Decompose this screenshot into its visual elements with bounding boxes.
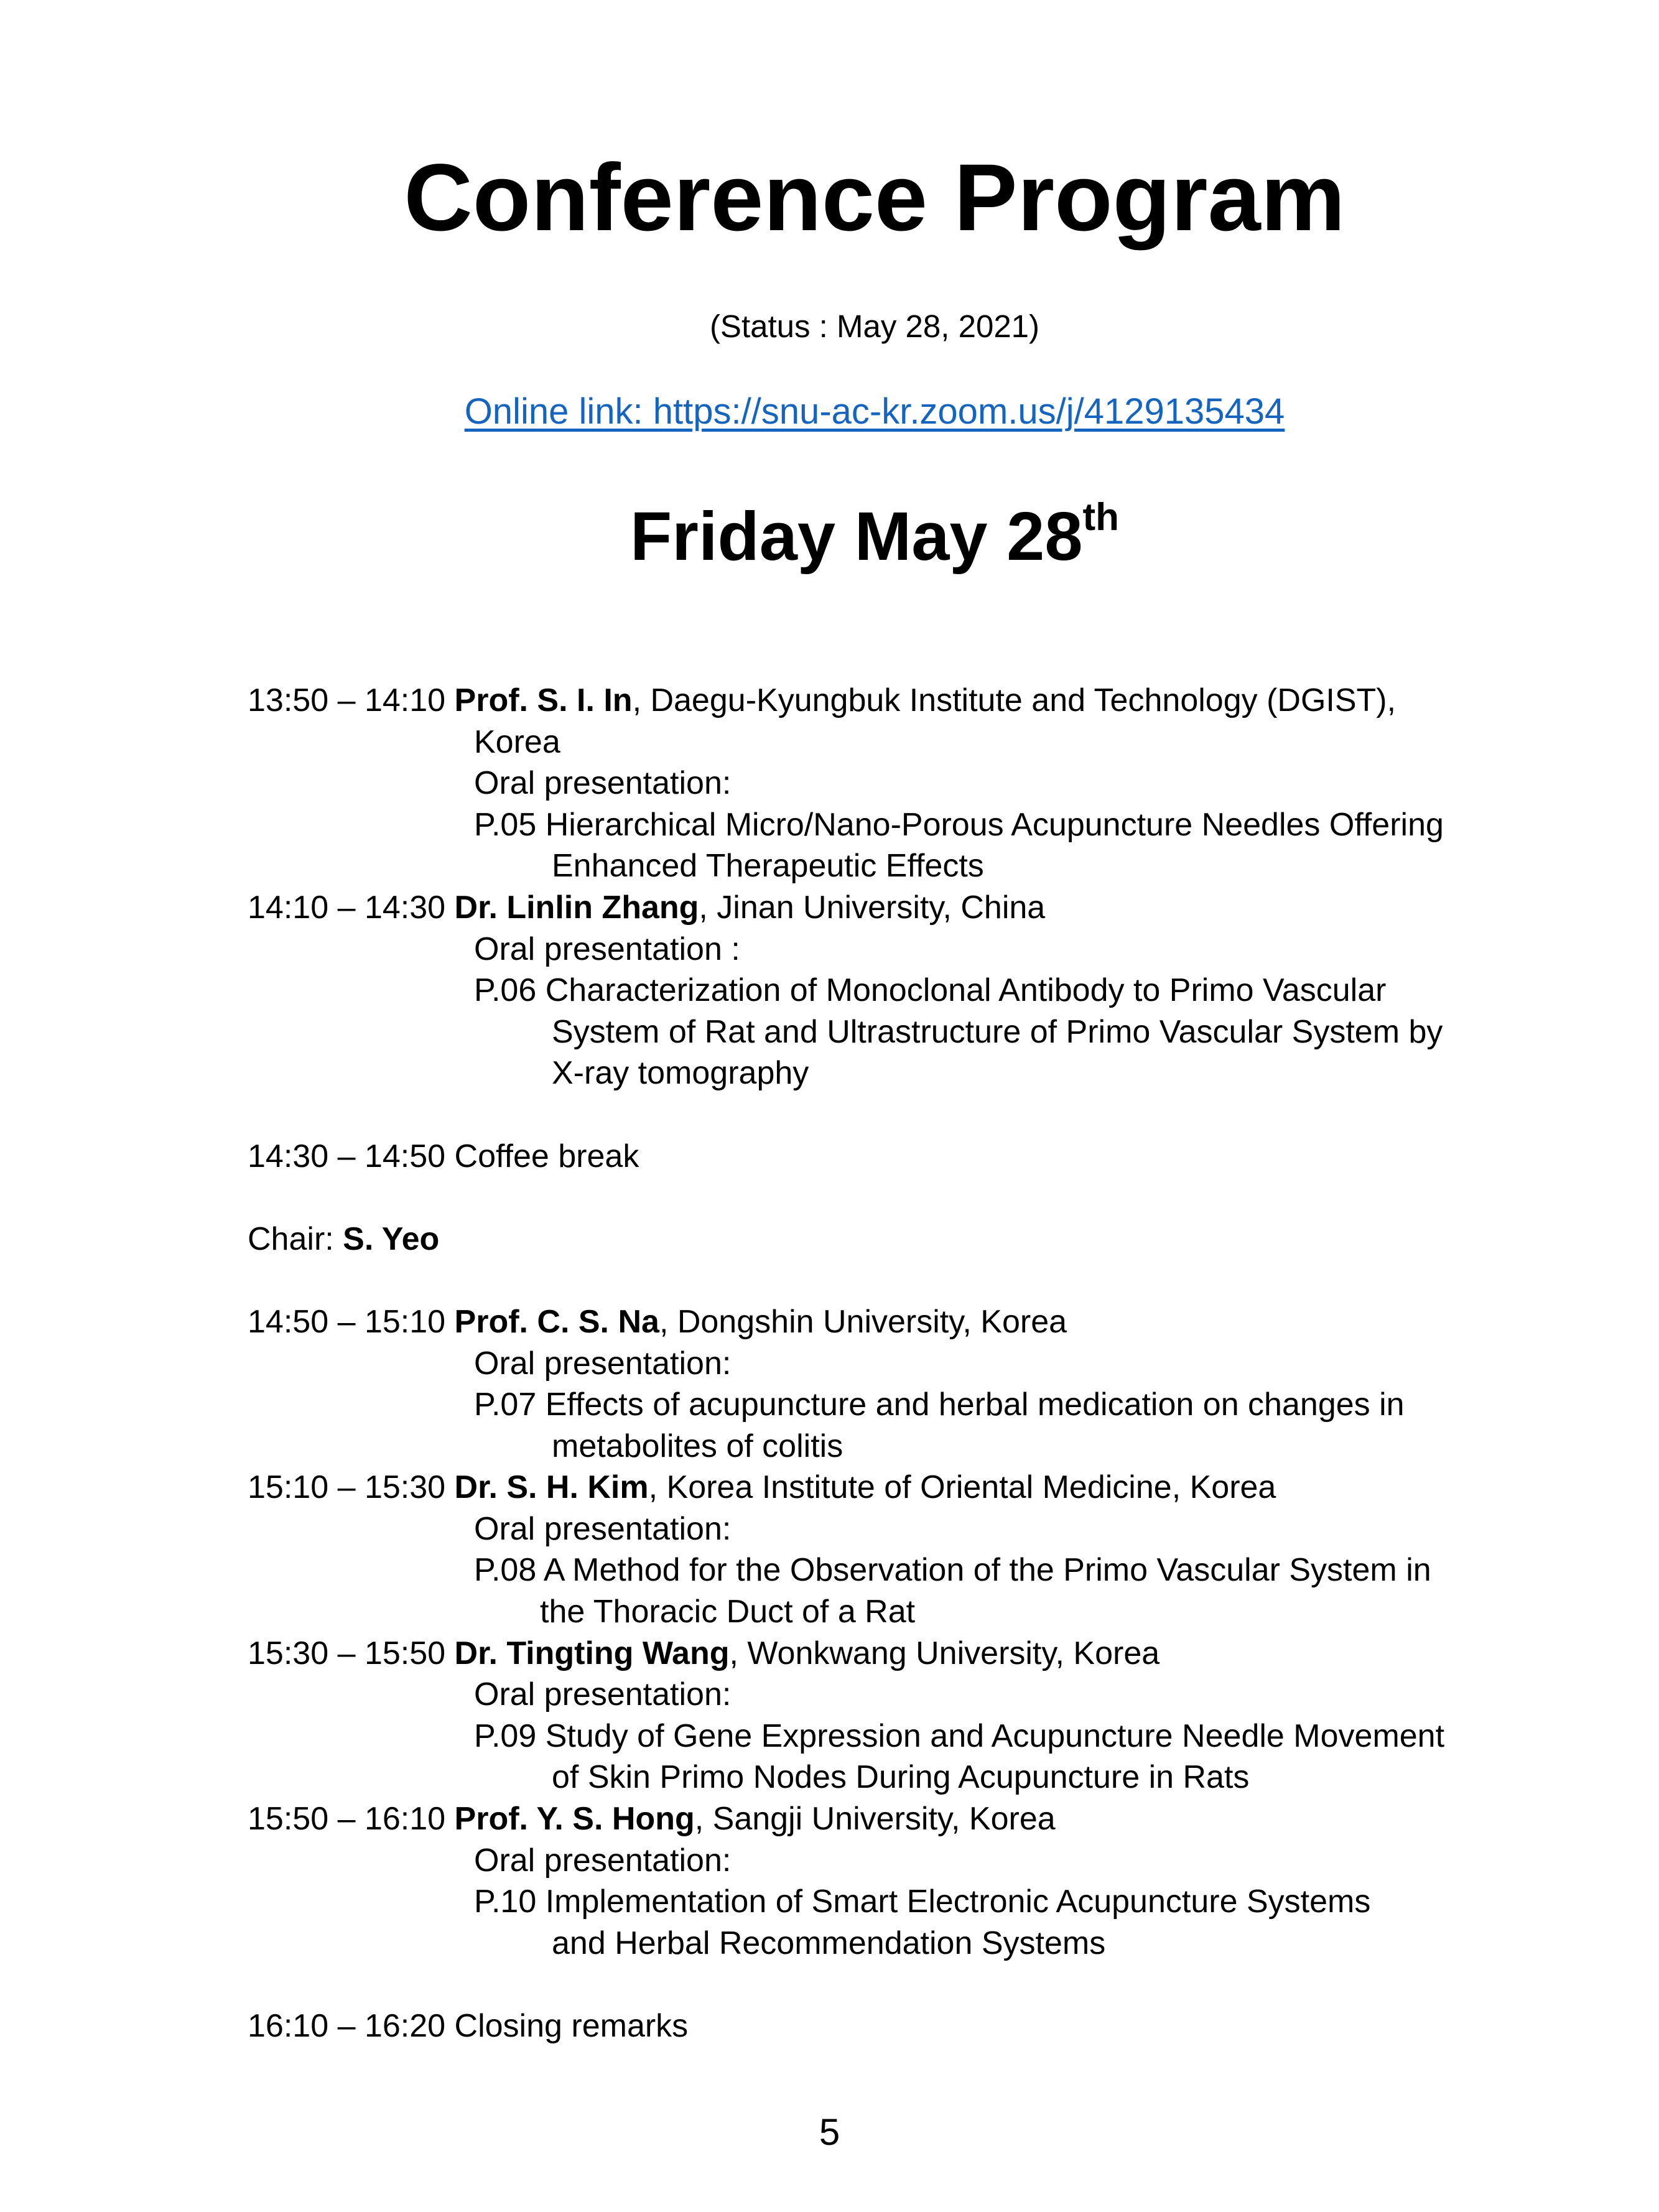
presentation-code: P.06 (474, 972, 537, 1008)
presentation-title-continuation: and Herbal Recommendation Systems (552, 1925, 1106, 1961)
presentation-title-line (474, 1881, 1370, 1923)
chair-label: Chair: (248, 1221, 343, 1257)
presentation-title: Study of Gene Expression and Acupuncture Needle Movement (545, 1718, 1445, 1754)
schedule-entry-header (248, 1633, 1159, 1675)
presentation-title-continuation: of Skin Primo Nodes During Acupuncture in Rats (552, 1759, 1250, 1795)
affiliation: , Daegu-Kyungbuk Institute and Technology (DGIST), (632, 682, 1396, 718)
day-ordinal-suffix: th (1082, 496, 1120, 539)
presentation-title-continuation: the Thoracic Duct of a Rat (540, 1594, 916, 1630)
time-slot: 14:30 – 14:50 (248, 1138, 446, 1174)
affiliation-continuation: Korea (474, 724, 560, 760)
presentation-code: P.10 (474, 1884, 537, 1920)
speaker-name: Prof. C. S. Na (454, 1304, 659, 1340)
presentation-title-continuation: System of Rat and Ultrastructure of Primo Vascular System by (552, 1014, 1443, 1050)
day-heading (0, 496, 1659, 575)
page-number: 5 (819, 2111, 840, 2153)
presentation-code: P.08 (474, 1552, 537, 1588)
affiliation: , Sangji University, Korea (694, 1801, 1056, 1837)
time-slot: 14:50 – 15:10 (248, 1304, 446, 1340)
affiliation: , Korea Institute of Oriental Medicine, Korea (648, 1469, 1276, 1505)
presentation-title-line (474, 970, 1386, 1011)
speaker-name: Dr. Linlin Zhang (454, 890, 699, 926)
presentation-title: Hierarchical Micro/Nano-Porous Acupuncture Needles Offering (545, 807, 1444, 843)
schedule-entry-header (248, 1301, 1067, 1343)
presentation-title: A Method for the Observation of the Primo Vascular System in (543, 1552, 1431, 1588)
presentation-code: P.05 (474, 807, 537, 843)
time-slot: 15:10 – 15:30 (248, 1469, 446, 1505)
schedule-entry-header (248, 1467, 1276, 1508)
speaker-name: Dr. S. H. Kim (454, 1469, 649, 1505)
time-slot: 15:30 – 15:50 (248, 1635, 446, 1671)
presentation-title-line (474, 1550, 1431, 1591)
affiliation: , Wonkwang University, Korea (729, 1635, 1160, 1671)
schedule-entry-header (248, 887, 1045, 929)
closing-label: Closing remarks (454, 2008, 689, 2044)
presentation-title: Effects of acupuncture and herbal medication on changes in (545, 1387, 1405, 1423)
presentation-title-continuation: metabolites of colitis (552, 1428, 843, 1464)
presentation-type: Oral presentation: (474, 1676, 732, 1712)
presentation-type: Oral presentation: (474, 1345, 732, 1382)
time-slot: 13:50 – 14:10 (248, 682, 446, 718)
speaker-name: Dr. Tingting Wang (454, 1635, 730, 1671)
schedule-entry-header (248, 680, 1396, 722)
presentation-title: Characterization of Monoclonal Antibody to Primo Vascular (545, 972, 1387, 1008)
presentation-type: Oral presentation: (474, 1511, 732, 1547)
presentation-type: Oral presentation : (474, 931, 740, 967)
closing-entry (248, 2005, 688, 2047)
page-title: Conference Program (404, 144, 1345, 251)
time-slot: 15:50 – 16:10 (248, 1801, 446, 1837)
presentation-title-continuation: X-ray tomography (552, 1055, 809, 1091)
time-slot: 16:10 – 16:20 (248, 2008, 446, 2044)
time-slot: 14:10 – 14:30 (248, 890, 446, 926)
presentation-title-line (474, 1384, 1405, 1426)
presentation-title-line (474, 1716, 1444, 1757)
presentation-title-continuation: Enhanced Therapeutic Effects (552, 848, 984, 884)
presentation-type: Oral presentation: (474, 1843, 732, 1879)
presentation-title: Implementation of Smart Electronic Acupuncture Systems (545, 1884, 1371, 1920)
day-heading-text: Friday May 28 (630, 498, 1083, 575)
chair-name: S. Yeo (343, 1221, 440, 1257)
online-link[interactable]: Online link: https://snu-ac-kr.zoom.us/j/4129135434 (464, 391, 1285, 432)
presentation-code: P.07 (474, 1387, 537, 1423)
presentation-code: P.09 (474, 1718, 537, 1754)
affiliation: , Dongshin University, Korea (659, 1304, 1067, 1340)
session-chair (248, 1219, 439, 1260)
break-label: Coffee break (454, 1138, 639, 1174)
presentation-title-line (474, 804, 1444, 846)
speaker-name: Prof. S. I. In (454, 682, 633, 718)
speaker-name: Prof. Y. S. Hong (454, 1801, 695, 1837)
status-date: (Status : May 28, 2021) (709, 309, 1040, 344)
presentation-type: Oral presentation: (474, 765, 732, 801)
affiliation: , Jinan University, China (699, 890, 1046, 926)
break-entry (248, 1136, 639, 1178)
schedule-entry-header (248, 1798, 1056, 1840)
